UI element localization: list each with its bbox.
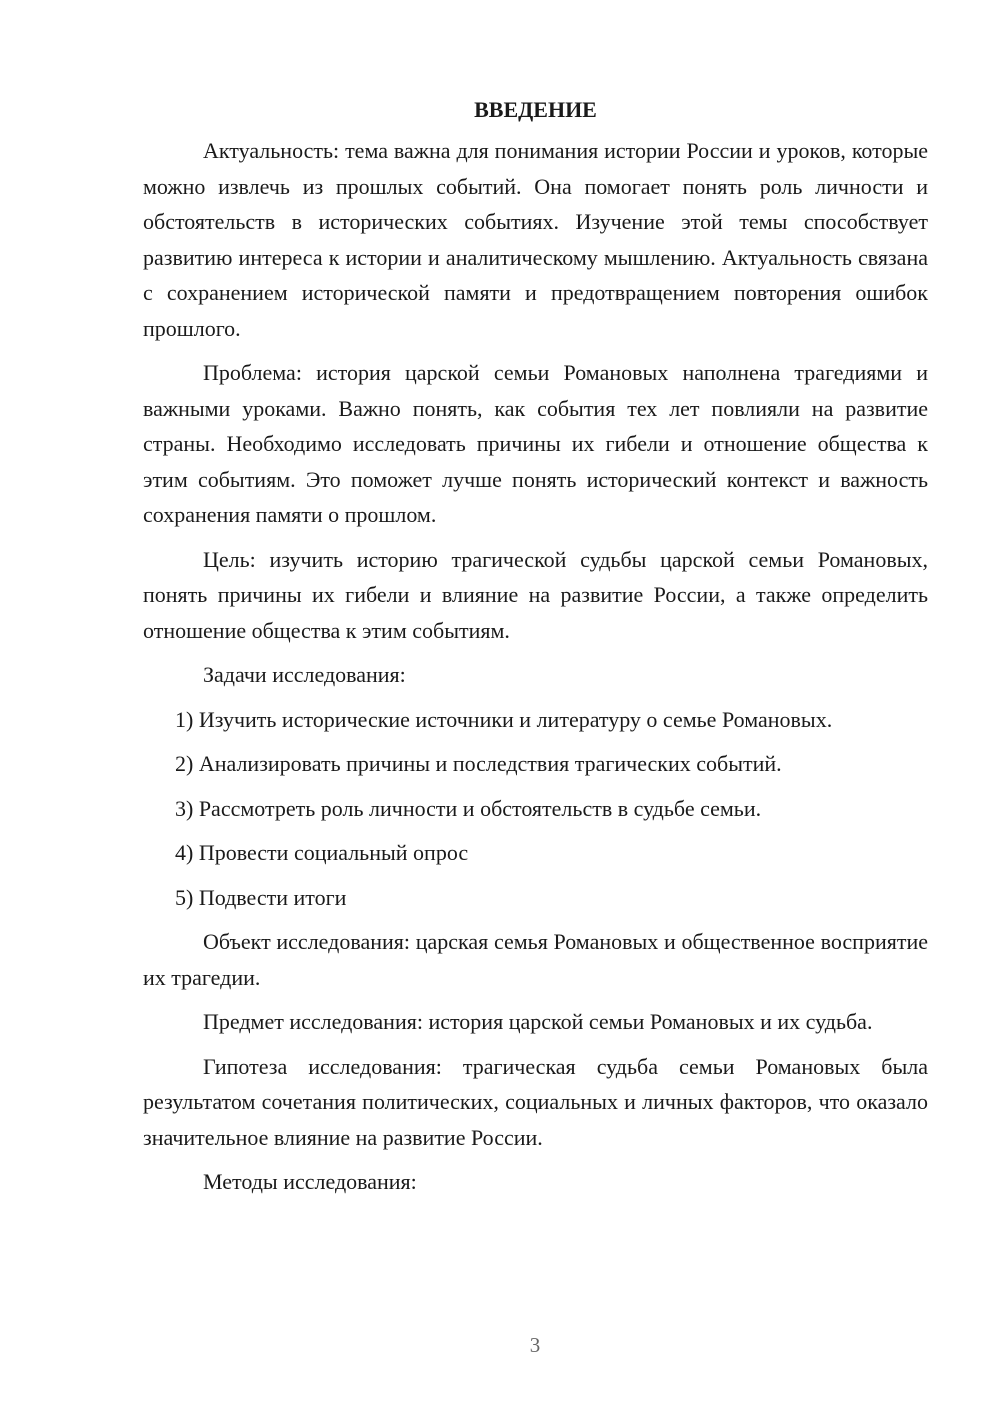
list-item: 2) Анализировать причины и последствия трагических событий. bbox=[175, 751, 782, 776]
section-heading: ВВЕДЕНИЕ bbox=[474, 97, 597, 122]
object-paragraph: Объект исследования: царская семья Романовых и общественное восприятие их трагедии. bbox=[143, 929, 928, 990]
list-item: 3) Рассмотреть роль личности и обстоятельств в судьбе семьи. bbox=[175, 795, 762, 821]
document-page bbox=[143, 92, 928, 1209]
relevance-paragraph: Актуальность: тема важна для понимания истории России и уроков, которые можно извлечь из прошлых событий. Она помогает понять роль личности и обстоятельств в исторических событиях. Изучение этой темы способствует развитию интереса к истории и аналитическому мышлению. Актуальность связана с сохранением исторической памяти и предотвращением повторения ошибок прошлого. bbox=[143, 138, 928, 341]
problem-paragraph: Проблема: история царской семьи Романовых наполнена трагедиями и важными уроками. Важно понять, как события тех лет повлияли на развитие страны. Необходимо исследовать причины их гибели и отношение общества к этим событиям. Это поможет лучше понять исторический контекст и важность сохранения памяти о прошлом. bbox=[143, 360, 928, 527]
list-item: 5) Подвести итоги bbox=[175, 884, 347, 910]
tasks-label: Задачи исследования: bbox=[203, 662, 406, 687]
list-item: 1) Изучить исторические источники и литературу о семье Романовых. bbox=[175, 706, 833, 732]
list-item: 4) Провести социальный опрос bbox=[175, 840, 469, 865]
subject-paragraph: Предмет исследования: история царской семьи Романовых и их судьба. bbox=[203, 1009, 873, 1034]
page-number: 3 bbox=[529, 1333, 541, 1357]
hypothesis-paragraph: Гипотеза исследования: трагическая судьба семьи Романовых была результатом сочетания политических, социальных и личных факторов, что оказало значительное влияние на развитие России. bbox=[143, 1053, 928, 1150]
goal-paragraph: Цель: изучить историю трагической судьбы царской семьи Романовых, понять причины их гибели и влияние на развитие России, а также определить отношение общества к этим событиям. bbox=[143, 546, 928, 643]
methods-label: Методы исследования: bbox=[203, 1169, 417, 1194]
tasks-list bbox=[143, 702, 928, 916]
